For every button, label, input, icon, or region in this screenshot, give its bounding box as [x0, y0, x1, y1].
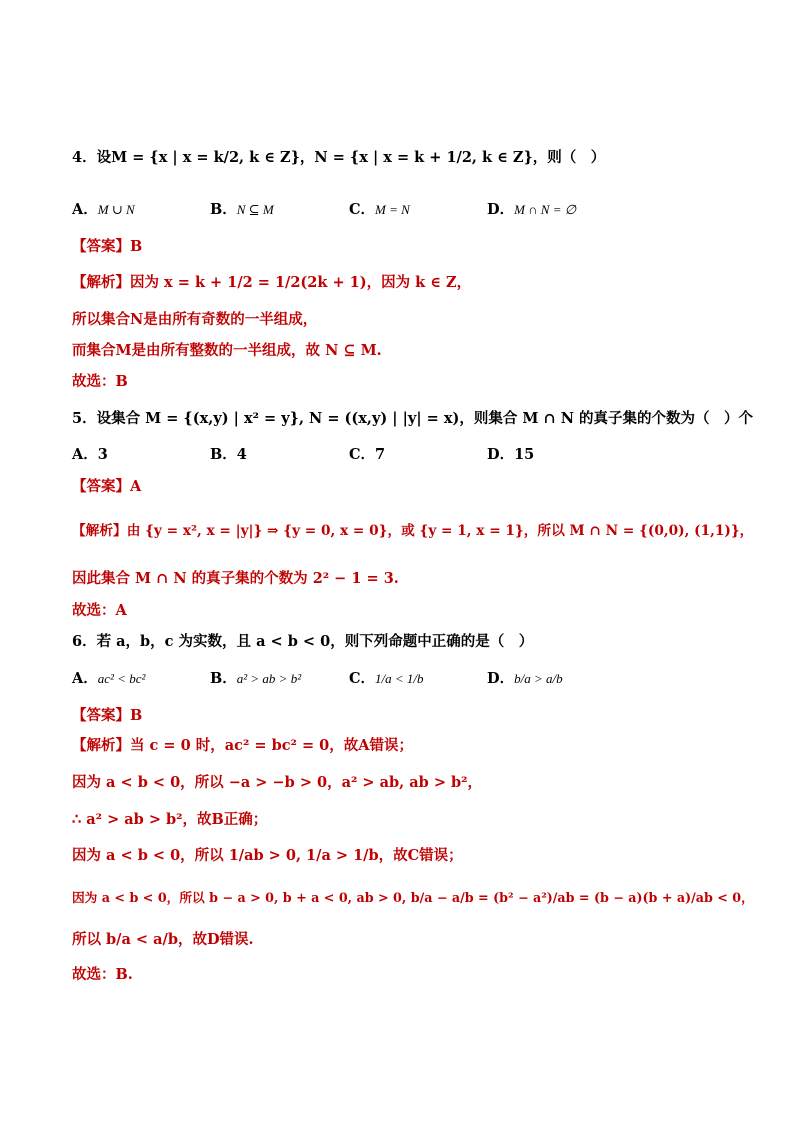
q5-analysis-row-1 [0, 511, 794, 551]
q6-answer: 【答案】B [72, 707, 143, 724]
q4-analysis-row-2 [0, 308, 794, 332]
q4-analysis-1: 【解析】因为 x = k + 1/2 = 1/2(2k + 1)，因为 k ∈ Z， [72, 274, 472, 291]
q4-analysis-3: 而集合M是由所有整数的一半组成，故 N ⊆ M. [72, 342, 382, 359]
q4-analysis-2: 所以集合N是由所有奇数的一半组成， [72, 311, 318, 328]
question-5-options [0, 443, 794, 467]
q6-choice-row [0, 963, 794, 987]
q4-answer-row [0, 235, 794, 259]
q4-choice-row [0, 370, 794, 394]
q5-option-b: B．4 [210, 446, 247, 463]
question-5-stem-row [0, 407, 794, 431]
q6-analysis-4: 因为 a < b < 0，所以 1/ab > 0, 1/a > 1/b，故C错误； [72, 847, 463, 864]
q5-choice: 故选：A [72, 602, 127, 619]
q5-choice-row [0, 599, 794, 623]
q6-analysis-3: ∴ a² > ab > b²，故B正确； [72, 811, 268, 828]
q5-analysis-2: 因此集合 M ∩ N 的真子集的个数为 2² − 1 = 3. [72, 570, 399, 587]
q6-option-a: A．ac² < bc² [72, 670, 146, 687]
q4-option-d: D．M ∩ N = ∅ [487, 201, 577, 218]
q6-answer-row [0, 704, 794, 728]
q5-answer-row [0, 475, 794, 499]
question-6-options [0, 659, 794, 699]
q6-analysis-row-1 [0, 734, 794, 758]
q6-option-c: C．1/a < 1/b [349, 670, 424, 687]
q4-option-b: B．N ⊆ M [210, 201, 274, 218]
q6-analysis-row-6 [0, 920, 794, 960]
question-6-stem: 6．若 a，b，c 为实数，且 a < b < 0，则下列命题中正确的是（ ） [72, 633, 534, 650]
q4-option-a: A．M ∪ N [72, 201, 135, 218]
question-4-options [0, 198, 794, 222]
q6-analysis-5: 因为 a < b < 0，所以 b − a > 0, b + a < 0, ab > 0, b/a − a/b = (b² − a²)/ab = (b − a)(b + a)/ab < 0， [72, 890, 754, 905]
q6-analysis-6: 所以 b/a < a/b，故D错误. [72, 931, 254, 948]
q5-analysis-row-2 [0, 567, 794, 591]
question-6-stem-row [0, 630, 794, 654]
q4-analysis-row-3 [0, 339, 794, 363]
q6-analysis-1: 【解析】当 c = 0 时，ac² = bc² = 0，故A错误； [72, 737, 413, 754]
q5-option-c: C．7 [349, 446, 386, 463]
q6-analysis-row-2 [0, 771, 794, 795]
q4-answer: 【答案】B [72, 238, 143, 255]
q6-analysis-row-3 [0, 808, 794, 832]
q6-analysis-row-5 [0, 878, 794, 918]
q5-analysis-1: 【解析】由 {y = x², x = |y|} ⇒ {y = 0, x = 0}，或 {y = 1, x = 1}，所以 M ∩ N = {(0,0), (1,1)}， [72, 523, 754, 539]
q6-analysis-2: 因为 a < b < 0，所以 −a > −b > 0，a² > ab, ab > b²， [72, 774, 483, 791]
q5-option-d: D．15 [487, 446, 535, 463]
q6-option-b: B．a² > ab > b² [210, 670, 302, 687]
q5-option-a: A．3 [72, 446, 108, 463]
q4-choice: 故选：B [72, 373, 128, 390]
question-4-stem-row [0, 138, 794, 178]
q4-option-c: C．M = N [349, 201, 410, 218]
q6-choice: 故选：B. [72, 966, 133, 983]
question-5-stem: 5．设集合 M = {(x,y) | x² = y}, N = ((x,y) | |y| = x)，则集合 M ∩ N 的真子集的个数为（ ）个 [72, 410, 753, 427]
q6-analysis-row-4 [0, 836, 794, 876]
q4-analysis-row-1 [0, 263, 794, 303]
question-4-stem: 4．设M = {x | x = k/2, k ∈ Z}，N = {x | x = k + 1/2, k ∈ Z}，则（ ） [72, 149, 606, 166]
q6-option-d: D．b/a > a/b [487, 670, 563, 687]
q5-answer: 【答案】A [72, 478, 142, 495]
